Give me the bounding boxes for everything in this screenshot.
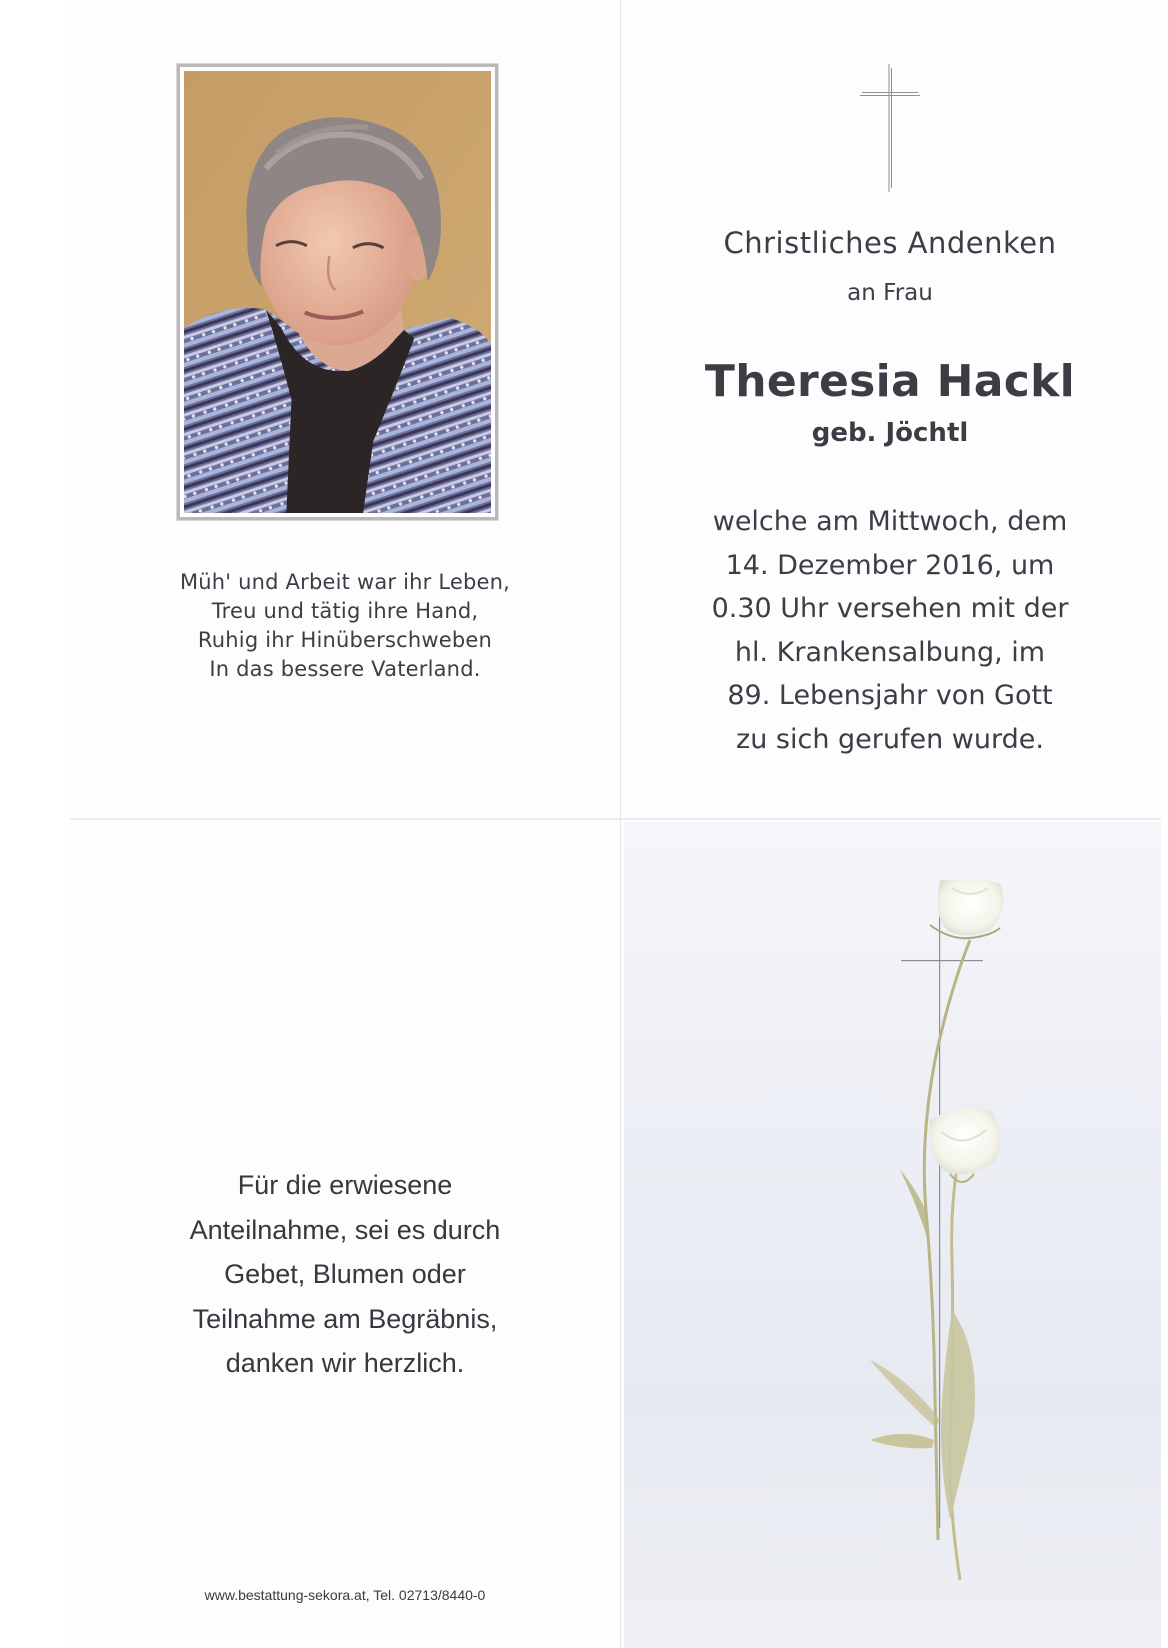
deceased-name: Theresia Hackl <box>704 356 1076 407</box>
thanks-text <box>120 1163 570 1386</box>
thanks-line: Gebet, Blumen oder <box>224 1259 466 1289</box>
funeral-home-contact: www.bestattung-sekora.at, Tel. 02713/8440-0 <box>204 1587 486 1603</box>
obituary-line: 89. Lebensjahr von Gott <box>727 680 1053 711</box>
intro-subtitle: an Frau <box>847 280 933 306</box>
obituary-text <box>640 500 1140 761</box>
thanks-line: Anteilnahme, sei es durch <box>189 1214 501 1245</box>
obituary-line: 0.30 Uhr versehen mit der <box>711 593 1069 624</box>
obituary-line: 14. Dezember 2016, um <box>725 549 1055 581</box>
thanks-line: Teilnahme am Begräbnis, <box>192 1303 498 1334</box>
maiden-name: geb. Jöchtl <box>811 418 969 448</box>
verse-line: Müh' und Arbeit war ihr Leben, <box>179 570 511 594</box>
thanks-line: Für die erwiesene <box>237 1170 453 1200</box>
intro-title: Christliches Andenken <box>723 226 1057 260</box>
cross-icon <box>858 64 922 192</box>
verse-line: Ruhig ihr Hinüberschweben <box>197 628 493 652</box>
verse-line: In das bessere Vaterland. <box>209 657 481 681</box>
thanks-line: danken wir herzlich. <box>225 1348 465 1378</box>
portrait-photo <box>177 64 498 520</box>
obituary-line: zu sich gerufen wurde. <box>736 723 1044 755</box>
portrait-image <box>184 71 491 513</box>
obituary-line: welche am Mittwoch, dem <box>712 506 1068 537</box>
rose-cross-icon <box>870 880 1070 1600</box>
verse <box>120 568 570 684</box>
fold-line <box>70 818 1161 820</box>
obituary-line: hl. Krankensalbung, im <box>734 636 1046 668</box>
verse-line: Treu und tätig ihre Hand, <box>211 599 479 623</box>
